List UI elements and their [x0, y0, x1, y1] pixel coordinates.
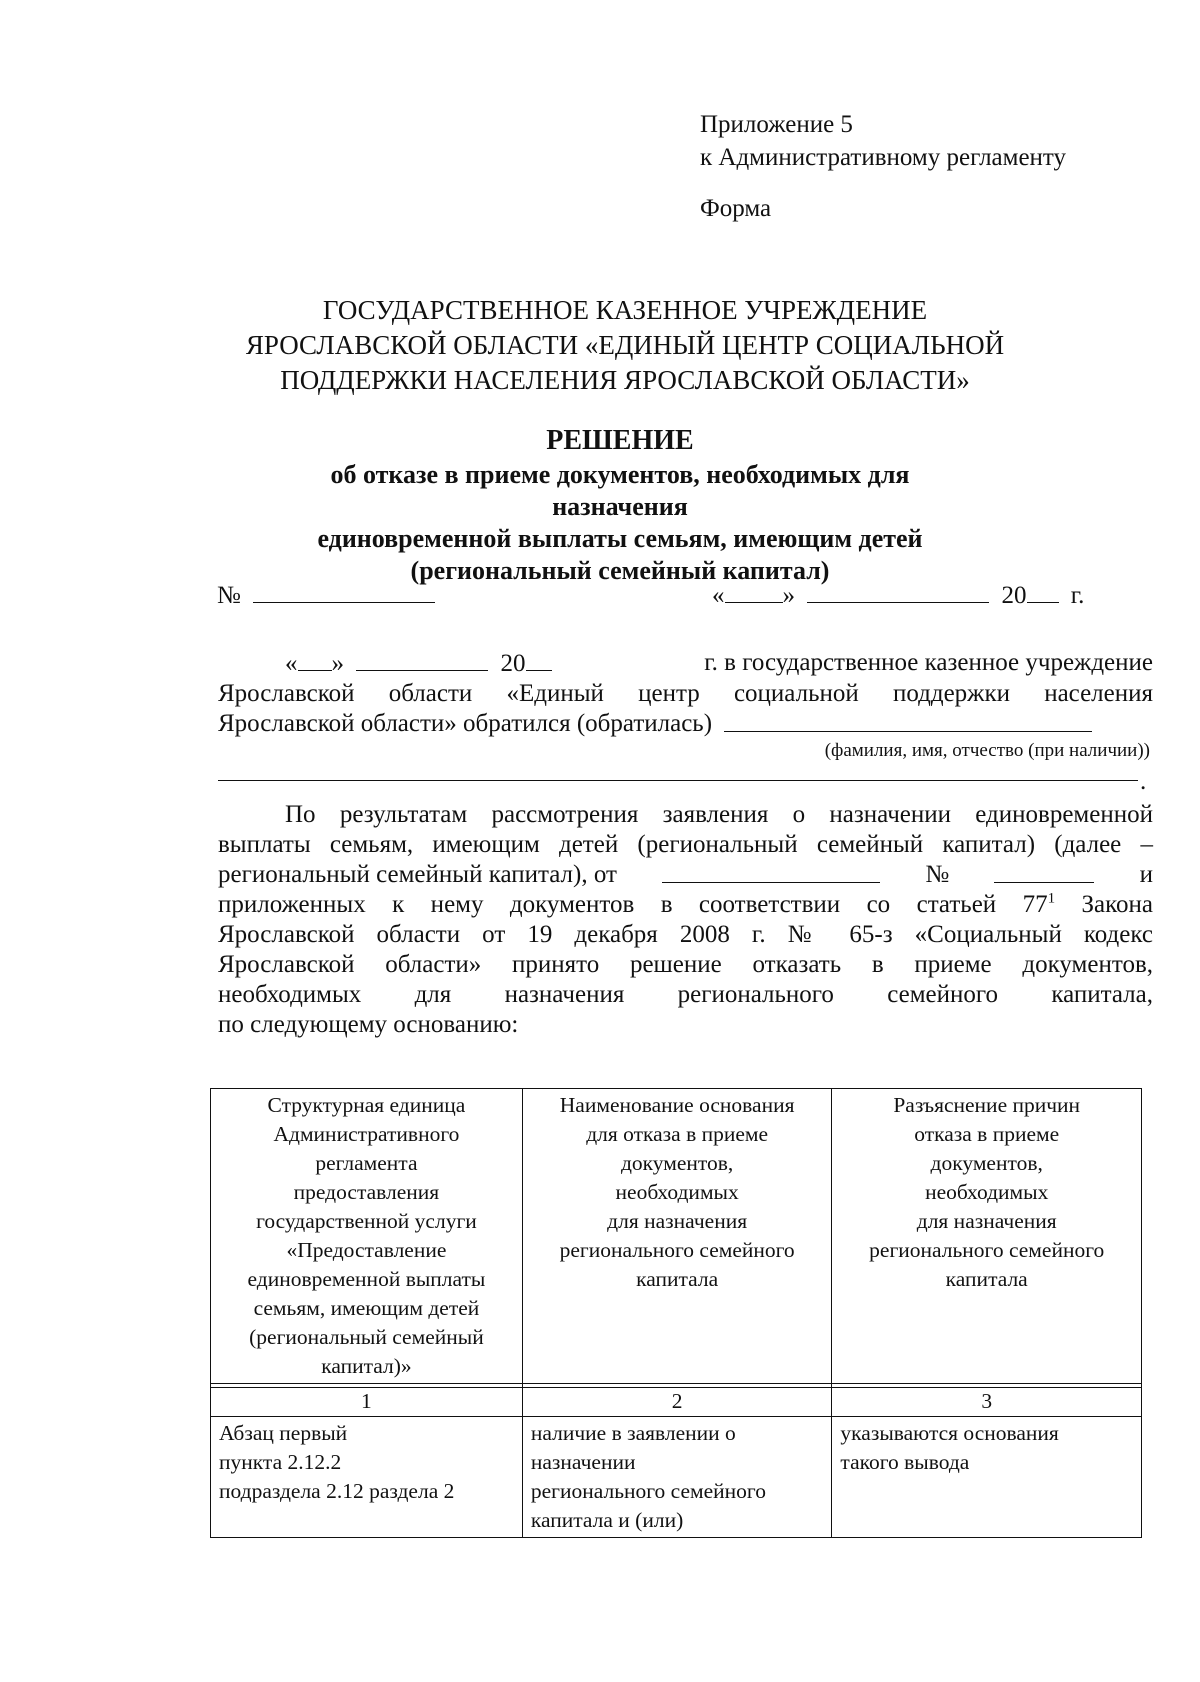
document-title: [270, 425, 970, 587]
organization-line-2: ЯРОСЛАВСКОЙ ОБЛАСТИ «ЕДИНЫЙ ЦЕНТР СОЦИАЛЬНОЙ: [245, 330, 1005, 360]
intro-paragraph: [218, 648, 1153, 739]
intro-year-blank[interactable]: [526, 648, 552, 671]
date-field: [712, 580, 1084, 610]
appendix-number: Приложение 5: [700, 111, 853, 138]
appendix-reference: к Административному регламенту: [700, 144, 1067, 171]
cell-line: государственной услуги: [256, 1209, 477, 1233]
cell-line: документов,: [620, 1151, 734, 1175]
cell-line: для отказа в приеме: [586, 1122, 769, 1146]
cell-line: для назначения: [607, 1209, 748, 1233]
cell-line: капитала: [636, 1267, 719, 1291]
cell-line: предоставления: [293, 1180, 440, 1204]
row-ground-name-cell: [522, 1417, 832, 1538]
cell-line: необходимых: [615, 1180, 739, 1204]
table-row: [211, 1417, 1142, 1538]
applicant-name-hint: (фамилия, имя, отчество (при наличии)): [824, 740, 1150, 761]
column-number-2: 2: [522, 1388, 832, 1417]
form-label: Форма: [700, 195, 772, 222]
row-structural-unit-cell: [211, 1417, 523, 1538]
organization-name: [220, 293, 1030, 398]
cell-line: отказа в приеме: [914, 1122, 1060, 1146]
cell-line: Абзац первый: [219, 1421, 348, 1445]
cell-line: единовременной выплаты: [247, 1267, 486, 1291]
intro-quote-close: »: [331, 650, 344, 677]
cell-line: подраздела 2.12 раздела 2: [219, 1479, 455, 1503]
header-structural-unit: [211, 1089, 523, 1384]
result-line-4-text: приложенных к нему документов в соответствии со статьей 77: [218, 891, 1048, 918]
result-line-7: необходимых для назначения регионального семейного капитала,: [218, 981, 1153, 1008]
month-blank[interactable]: [807, 580, 989, 603]
cell-line: Наименование основания: [559, 1093, 795, 1117]
column-number-1: 1: [211, 1388, 523, 1417]
cell-line: для назначения: [916, 1209, 1057, 1233]
title-line-1: об отказе в приеме документов, необходимых для назначения: [330, 460, 910, 521]
cell-line: капитала: [945, 1267, 1028, 1291]
application-date-blank[interactable]: [662, 860, 880, 883]
result-line-1: По результатам рассмотрения заявления о назначении единовременной: [285, 801, 1153, 828]
cell-line: «Предоставление: [286, 1238, 447, 1262]
quote-open: «: [712, 582, 725, 609]
row-reason-cell: [832, 1417, 1142, 1538]
result-line-2: выплаты семьям, имеющим детей (региональный семейный капитал) (далее –: [218, 831, 1153, 858]
cell-line: наличие в заявлении о: [530, 1421, 736, 1445]
intro-line-3-text: Ярославской области» обратился (обратилась): [218, 710, 713, 737]
organization-line-1: ГОСУДАРСТВЕННОЕ КАЗЕННОЕ УЧРЕЖДЕНИЕ: [322, 295, 928, 325]
cell-line: регионального семейного: [530, 1479, 766, 1503]
cell-line: Разъяснение причин: [893, 1093, 1081, 1117]
result-line-4-law: Закона: [1055, 891, 1153, 918]
application-number-blank[interactable]: [994, 860, 1094, 883]
title-line-3: (региональный семейный капитал): [410, 556, 830, 585]
year-prefix: 20: [1001, 582, 1027, 609]
intro-date-field: [218, 648, 552, 679]
number-sign: №: [217, 582, 241, 609]
intro-day-blank[interactable]: [298, 648, 332, 671]
cell-line: необходимых: [925, 1180, 1049, 1204]
appendix-header: [700, 108, 1066, 225]
decision-heading: РЕШЕНИЕ: [546, 425, 694, 456]
cell-line: документов,: [930, 1151, 1043, 1175]
cell-line: капитала и (или): [530, 1508, 684, 1532]
applicant-name-blank[interactable]: [724, 709, 1092, 732]
intro-quote-open: «: [285, 650, 298, 677]
column-number-3: 3: [832, 1388, 1142, 1417]
cell-line: регионального семейного: [559, 1238, 795, 1262]
header-reason-explanation: [832, 1089, 1142, 1384]
day-blank[interactable]: [725, 580, 783, 603]
header-ground-name: [522, 1089, 832, 1384]
intro-line-2: Ярославской области «Единый центр социальной поддержки населения: [218, 680, 1153, 707]
year-suffix: г.: [1070, 582, 1085, 609]
result-line-3-and: и: [1139, 861, 1153, 888]
cell-line: такого вывода: [840, 1450, 970, 1474]
result-line-8: по следующему основанию:: [218, 1011, 519, 1038]
cell-line: Структурная единица: [267, 1093, 466, 1117]
quote-close: »: [782, 582, 795, 609]
intro-line-1-text: г. в государственное казенное учреждение: [704, 649, 1153, 676]
result-line-6: Ярославской области» принято решение отказать в приеме документов,: [218, 951, 1153, 978]
cell-line: указываются основания: [840, 1421, 1059, 1445]
article-superscript: 1: [1047, 890, 1056, 907]
result-line-3-text: региональный семейный капитал), от: [218, 861, 617, 888]
title-line-2: единовременной выплаты семьям, имеющим детей: [317, 524, 923, 553]
intro-year-prefix: 20: [500, 650, 526, 677]
result-paragraph: [218, 800, 1153, 1040]
result-line-4: [218, 890, 1153, 920]
intro-line-3: [218, 709, 1153, 739]
number-field: [217, 580, 435, 610]
result-line-3: [218, 860, 1153, 890]
line-end-dot: .: [1140, 768, 1147, 795]
cell-line: регламента: [315, 1151, 418, 1175]
table-number-row: [211, 1388, 1142, 1417]
applicant-continuation-blank[interactable]: [218, 780, 1138, 781]
year-blank[interactable]: [1027, 580, 1059, 603]
cell-line: пункта 2.12.2: [219, 1450, 342, 1474]
number-blank[interactable]: [253, 580, 435, 603]
cell-line: (региональный семейный: [249, 1325, 484, 1349]
cell-line: Административного: [273, 1122, 460, 1146]
cell-line: капитал)»: [321, 1354, 412, 1378]
intro-line-1: [218, 648, 1153, 679]
cell-line: назначении: [530, 1450, 636, 1474]
organization-line-3: ПОДДЕРЖКИ НАСЕЛЕНИЯ ЯРОСЛАВСКОЙ ОБЛАСТИ»: [280, 365, 970, 395]
table-header-row: [211, 1089, 1142, 1384]
result-number-sign: №: [925, 861, 950, 888]
cell-line: регионального семейного: [869, 1238, 1105, 1262]
result-line-5: Ярославской области от 19 декабря 2008 г. № 65-з «Социальный кодекс: [218, 921, 1153, 948]
intro-month-blank[interactable]: [356, 648, 488, 671]
refusal-grounds-table: [210, 1088, 1142, 1538]
cell-line: семьям, имеющим детей: [253, 1296, 480, 1320]
